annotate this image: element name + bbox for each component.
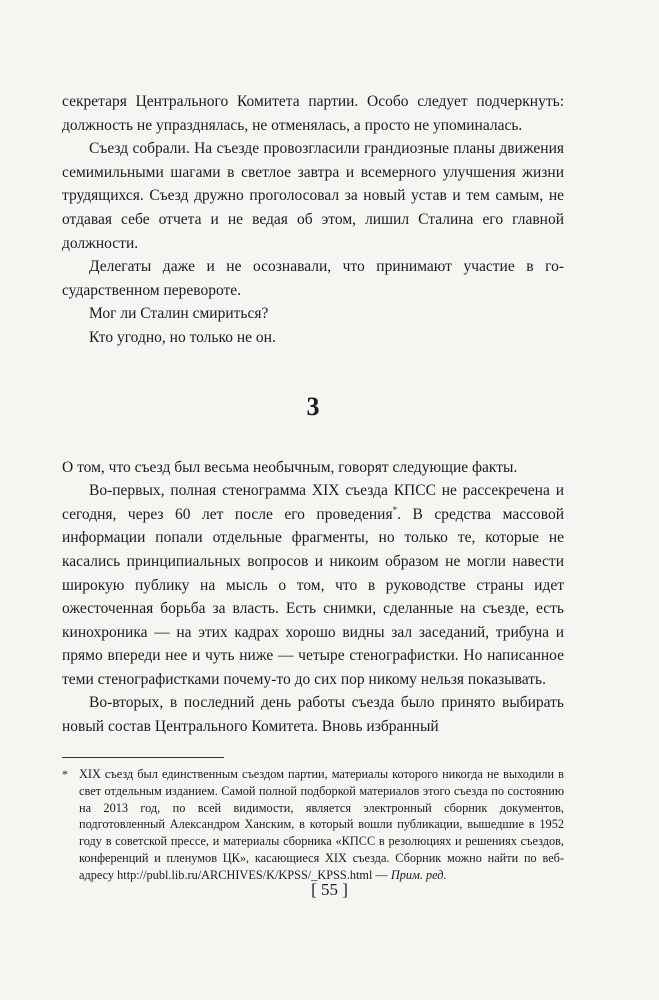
footnote-divider xyxy=(62,757,224,758)
footnote-area xyxy=(62,757,564,884)
paragraph-delegates: Делегаты даже и не осознавали, что принимают участие в государственном перевороте. xyxy=(62,258,564,299)
footnote-text: XIX съезд был единственным съездом партии, материалы которого никогда не выходили в свет отдельным изданием. Самой полной подборкой материалов этого съезда по состоянию на 2013 год, по всей видимости, является электронный сборник документов, подготовленный Александром Ханским, в который вошли публикации, вышедшие в 1952 году в советской прессе, и материалы сборника «КПСС в резолюциях и решениях съездов, конференций и пленумов ЦК», касающиеся XIX съезда. Сборник можно найти по веб-адресу http://publ.lib.ru/ARCHIVES/K/KPSS/_KPSS.html — xyxy=(79,767,564,882)
footnote-editor-note: Прим. ред. xyxy=(390,867,447,882)
footnote-reference[interactable]: * xyxy=(392,504,398,515)
paragraph-second-fact: Во-вторых, в последний день работы съезда было принято выбирать новый состав Центрального Комитета. Вновь избранный xyxy=(62,694,564,736)
footnote-mark: * xyxy=(62,767,68,781)
paragraph-congress: Съезд собрали. На съезде провозгласили грандиозные планы движения семимильными шагами в светлое завтра и всемерного улучшения жизни трудящихся. Съезд дружно проголосовал за новый устав и тем самым, не отдавая себе отчета и не ведая об этом, лишил Сталина его главной должности. xyxy=(62,140,564,252)
paragraph-facts-intro: О том, что съезд был весьма необычным, говорят следующие факты. xyxy=(62,458,518,476)
paragraph-first-fact xyxy=(62,479,564,691)
first-fact-text-b: . В средства массовой информации попали отдельные фрагменты, но только те, которые не касались принципиальных вопросов и никоим образом не могли навести широкую публику на мысль о том, что в руководстве страны идет ожесточенная борьба за власть. Есть снимки, сделанные на съезде, есть кинохроника — на этих кадрах хорошо видны зал заседаний, трибуна и прямо впереди нее и чуть ниже — четыре стенографистки. Но написанное теми стенографистками почему-то до сих пор никому нельзя показывать. xyxy=(62,505,564,688)
page-number: [ 55 ] xyxy=(311,880,348,899)
paragraph-answer: Кто угодно, но только не он. xyxy=(89,328,276,346)
paragraph-continuation: секретаря Центрального Комитета партии. Особо следует подчеркнуть: должность не упразднялась, не отменялась, а просто не упоминалась. xyxy=(62,93,564,134)
chapter-heading: 3 xyxy=(306,391,320,421)
page-body xyxy=(62,90,564,739)
footnote xyxy=(62,766,564,884)
first-fact-text-a: Во-первых, полная стенограмма XIX съезда КПСС не рассекречена и сегодня, через 60 лет после его проведения xyxy=(62,482,564,523)
paragraph-question: Мог ли Сталин смириться? xyxy=(89,305,269,323)
